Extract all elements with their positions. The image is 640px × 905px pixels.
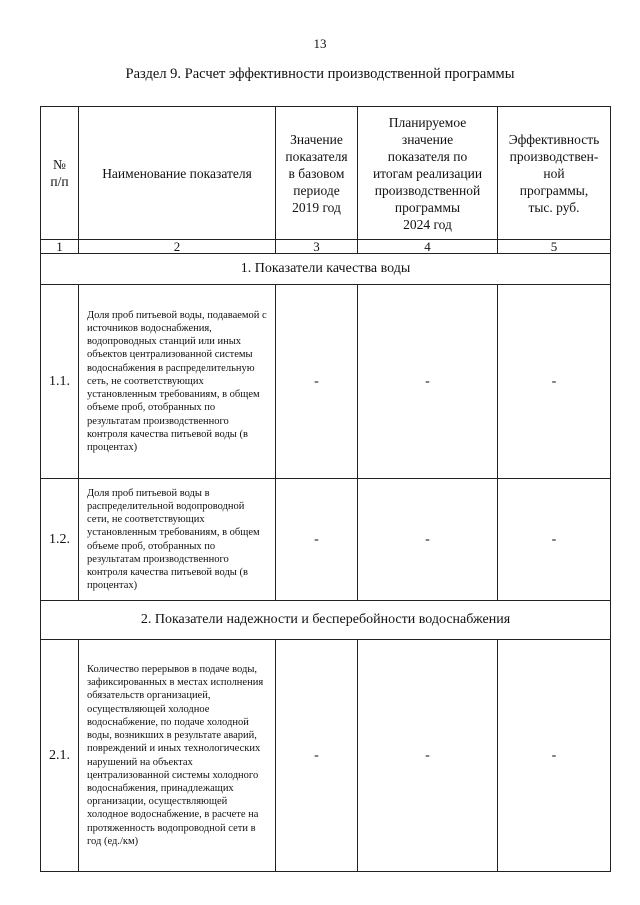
planned-value: - bbox=[358, 479, 498, 601]
column-number: 4 bbox=[358, 240, 498, 254]
table-row bbox=[41, 479, 611, 601]
header-base: Значение показателя в базовом периоде 2019 год bbox=[276, 107, 358, 240]
row-number: 1.2. bbox=[41, 479, 79, 601]
column-number: 1 bbox=[41, 240, 79, 254]
header-effect: Эффективность производствен- ной программы, тыс. руб. bbox=[498, 107, 611, 240]
column-number: 5 bbox=[498, 240, 611, 254]
base-value: - bbox=[276, 285, 358, 479]
section-title: Раздел 9. Расчет эффективности производственной программы bbox=[125, 66, 515, 82]
header-planned: Планируемое значение показателя по итогам реализации производственной программы 2024 год bbox=[358, 107, 498, 240]
table-row bbox=[41, 285, 611, 479]
table-row bbox=[41, 640, 611, 872]
effect-value: - bbox=[498, 285, 611, 479]
group-title: 1. Показатели качества воды bbox=[41, 254, 611, 285]
header-name: Наименование показателя bbox=[79, 107, 276, 240]
row-number: 1.1. bbox=[41, 285, 79, 479]
efficiency-table bbox=[40, 106, 611, 872]
column-number: 2 bbox=[79, 240, 276, 254]
indicator-name: Количество перерывов в подаче воды, зафиксированных в местах исполнения обязательств организацией, осуществляющей холодное водоснабжение, по подаче холодной воды, возникших в результате аварий, повреждений и иных технологических нарушений на объектах централизованной системы холодного водоснабжения, принадлежащих организации, осуществляющей холодное водоснабжение, в расчете на протяженность водопроводной сети в год (ед./км) bbox=[79, 640, 276, 872]
group-header-row bbox=[41, 601, 611, 640]
base-value: - bbox=[276, 479, 358, 601]
page-number: 13 bbox=[313, 36, 327, 51]
base-value: - bbox=[276, 640, 358, 872]
column-number-row bbox=[41, 240, 611, 254]
group-title: 2. Показатели надежности и бесперебойности водоснабжения bbox=[41, 601, 611, 640]
header-num: № п/п bbox=[41, 107, 79, 240]
planned-value: - bbox=[358, 285, 498, 479]
effect-value: - bbox=[498, 479, 611, 601]
indicator-name: Доля проб питьевой воды в распределительной водопроводной сети, не соответствующих установленным требованиям, в общем объеме проб, отобранных по результатам производственного контроля качества питьевой воды (в процентах) bbox=[79, 479, 276, 601]
indicator-name: Доля проб питьевой воды, подаваемой с источников водоснабжения, водопроводных станций или иных объектов централизованной системы водоснабжения в распределительную сеть, не соответствующих установленным требованиям, в общем объеме проб, отобранных по результатам производственного контроля качества питьевой воды (в процентах) bbox=[79, 285, 276, 479]
effect-value: - bbox=[498, 640, 611, 872]
planned-value: - bbox=[358, 640, 498, 872]
column-number: 3 bbox=[276, 240, 358, 254]
group-header-row bbox=[41, 254, 611, 285]
header-row bbox=[41, 107, 611, 240]
row-number: 2.1. bbox=[41, 640, 79, 872]
